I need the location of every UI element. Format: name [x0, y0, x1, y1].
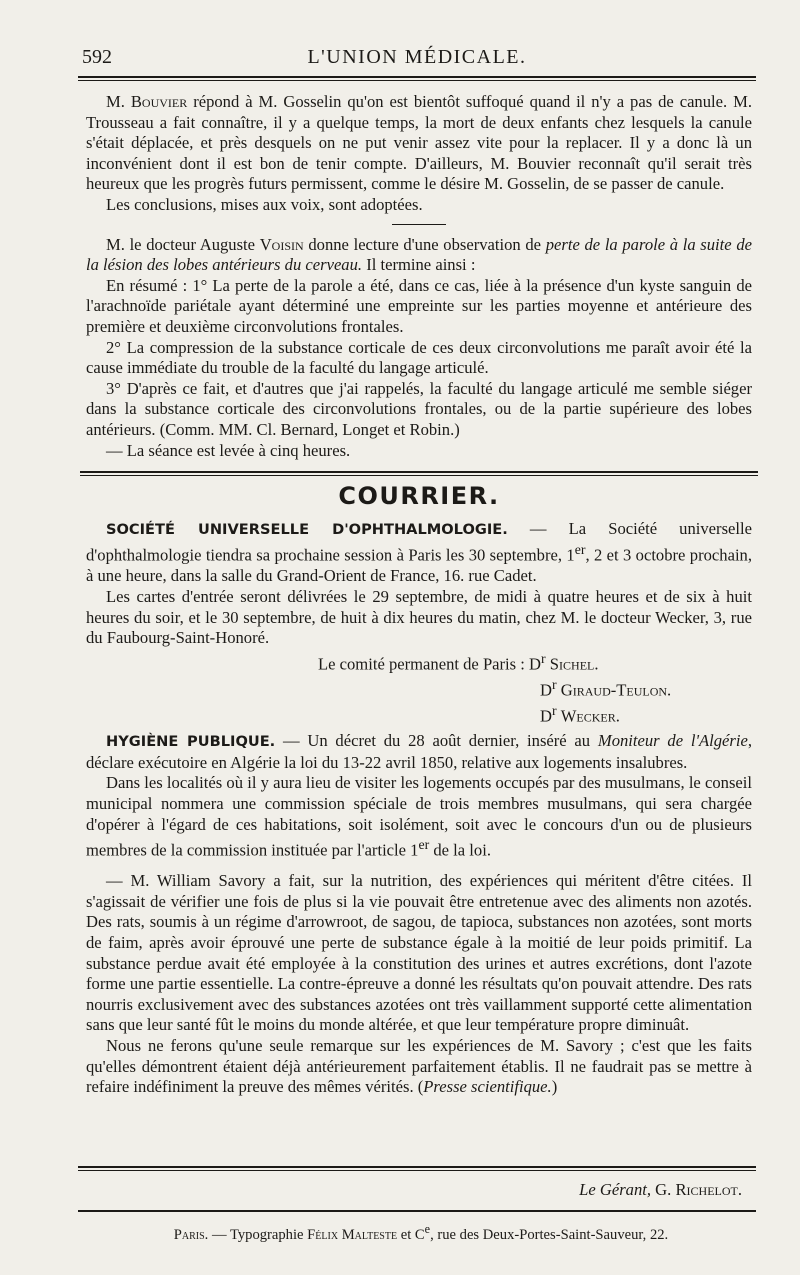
title-prefix: D: [540, 706, 552, 726]
superscript: er: [574, 542, 586, 558]
journal-name: Moniteur de l'Algérie: [597, 731, 748, 751]
run-in-heading: SOCIÉTÉ UNIVERSELLE D'OPHTHALMOLOGIE.: [106, 520, 508, 538]
journal-title: L'UNION MÉDICALE.: [307, 46, 527, 68]
article-body: [86, 92, 752, 1098]
paragraph-savory: — M. William Savory a fait, sur la nutrition, des expériences qui méritent d'être citées. Il s'agissait de vérifier une fois de plus si la vie pouvait être entretenue avec des aliments non azotés. Des rats, soumis à un régime d'arrowroot, de sagou, de tapioca, substances non azotées, sont morts de faim, après avoir éprouvé une perte de substance égale à la moitié de leur poids primitif. La substance perdue avait été employée à la constitution des urines et autres excrétions, dont l'azote forme une partie essentielle. La contre-épreuve a donné les résultats qu'on pouvait attendre. Des rats nourris exclusivement avec des substances azotées ont très vaillamment supporté cette alimentation sans que leur santé fût le moins du monde altérée, et que leur température propre diminuât.: [86, 871, 752, 1035]
text-span: , déclare exécutoire en Algérie la loi du 13-22 avril 1850, relative aux logements insalubres.: [86, 731, 752, 772]
paragraph-ophthalmology: [86, 519, 752, 587]
paragraph-resume: En résumé : 1° La perte de la parole a été, dans ce cas, liée à la présence d'un kyste sanguin de l'arachnoïde pariétale ayant déterminé une empreinte sur les parties moyenne et antérieure des première et deuxième circonvolutions frontales.: [86, 275, 752, 336]
paragraph-point-3: 3° D'après ce fait, et d'autres que j'ai rappelés, la faculté du langage articulé me semble siéger dans la substance corticale des circonvolutions frontales, ou de la partie supérieure des lobes antérieurs. (Comm. MM. Cl. Bernard, Longet et Robin.): [86, 378, 752, 439]
text-span: de la loi.: [429, 840, 491, 860]
title-prefix: D: [529, 654, 542, 674]
text-span: — Typographie: [208, 1226, 308, 1243]
text-span: Dans les localités où il y aura lieu de visiter les logements occupés par des musulmans, le conseil municipal nommera une commission spéciale de trois membres musulmans, qui sera chargée d'opérer à l'égard de ces habitations, soit isolément, soit avec le concours d'un ou de plusieurs membres de la commission instituée par l'article 1: [86, 773, 752, 860]
text-span: , 2 et 3 octobre prochain, à une heure, dans la salle du Grand-Orient de France, 16. rue Cadet.: [86, 545, 752, 586]
paragraph-point-2: 2° La compression de la substance corticale de ces deux circonvolutions me paraît avoir été la cause immédiate du trouble de la faculté du langage articulé.: [86, 337, 752, 378]
signature-line-3: [318, 701, 752, 727]
superscript: e: [424, 1222, 431, 1236]
printer-imprint: [90, 1222, 752, 1244]
gerant-label: Le Gérant,: [579, 1180, 652, 1199]
paragraph-remark: [86, 1036, 752, 1098]
footer-divider: [78, 1166, 756, 1171]
text-span: Il termine ainsi :: [362, 255, 476, 275]
printer-name: Félix Malteste: [307, 1226, 398, 1243]
paragraph-localities: [86, 773, 752, 861]
text-span: donne lecture d'une observation de: [303, 234, 546, 254]
signature-line-1: [318, 649, 752, 675]
superscript: r: [551, 703, 557, 719]
imprint-rule: [78, 1210, 756, 1212]
paragraph-conclusions: Les conclusions, mises aux voix, sont adoptées.: [106, 194, 423, 214]
run-in-heading: HYGIÈNE PUBLIQUE.: [106, 733, 276, 751]
paragraph-entry-cards: Les cartes d'entrée seront délivrées le 29 septembre, de midi à quatre heures et de six à huit heures du soir, et le 30 septembre, de huit à dix heures du matin, chez M. le docteur Wecker, 3, rue du Faubourg-Saint-Honoré.: [86, 587, 752, 648]
signer-name: Giraud-Teulon.: [560, 680, 672, 700]
signature-line-2: [318, 675, 752, 701]
text-span: — La Société universelle d'ophthalmologie tiendra sa prochaine session à Paris les 30 septembre, 1: [86, 518, 752, 565]
page-header: [78, 44, 756, 74]
section-title-courrier: COURRIER.: [338, 482, 500, 511]
paragraph-text: répond à M. Gosselin qu'on est bientôt suffoqué quand il n'y a pas de canule. M. Trousseau a fait connaître, il y a quelque temps, la mort de deux enfants chez lesquels la canule s'était déplacée, et près desquels on ne put venir assez vite pour la replacer. Il y a donc là un inconvénient dont il est bon de tenir compte. D'ailleurs, M. Bouvier reconnaît qu'il serait très heureux que les progrès futurs permissent, comme le désire M. Gosselin, de se passer de canule.: [86, 92, 752, 194]
source-name: Presse scientifique.: [423, 1077, 552, 1097]
short-divider: [392, 224, 446, 225]
paragraph-bouvier: [86, 92, 752, 195]
text-span: , rue des Deux-Portes-Saint-Sauveur, 22.: [430, 1226, 669, 1243]
imprint-city: Paris.: [173, 1226, 209, 1243]
text-span: Nous ne ferons qu'une seule remarque sur les expériences de M. Savory ; c'est que les faits qu'elles démontrent étaient déjà antérieurement parfaitement établis. Il ne faudrait pas se mettre à refaire indéfiniment la preuve des mêmes vérités. (: [86, 1036, 752, 1097]
speaker-name: Voisin: [259, 234, 304, 254]
committee-signatures: [318, 649, 752, 727]
superscript: er: [418, 837, 430, 853]
page-number: 592: [82, 46, 112, 68]
speaker-name: M. Bouvier: [106, 92, 188, 111]
section-divider: [80, 471, 758, 476]
paragraph-voisin: [86, 235, 752, 276]
observation-title: perte de la parole à la suite de la lésion des lobes antérieurs du cerveau.: [86, 234, 752, 275]
text-span: M. le docteur Auguste: [106, 234, 260, 254]
text-span: et C: [397, 1226, 425, 1243]
header-rule-thin: [78, 80, 756, 81]
gerant-signature: [579, 1180, 742, 1200]
text-span: — Un décret du 28 août dernier, inséré au: [275, 731, 598, 751]
signer-name: Wecker.: [560, 706, 620, 726]
text-span: ): [551, 1077, 558, 1097]
gerant-name: G. Richelot.: [651, 1180, 742, 1199]
header-rule: [78, 76, 756, 78]
superscript: r: [551, 676, 557, 692]
signer-name: Sichel.: [549, 654, 599, 674]
superscript: r: [541, 650, 546, 666]
title-prefix: D: [540, 680, 552, 700]
paragraph-hygiene: [86, 731, 752, 773]
committee-label: Le comité permanent de Paris :: [318, 654, 530, 674]
paragraph-closing: — La séance est levée à cinq heures.: [106, 440, 351, 460]
